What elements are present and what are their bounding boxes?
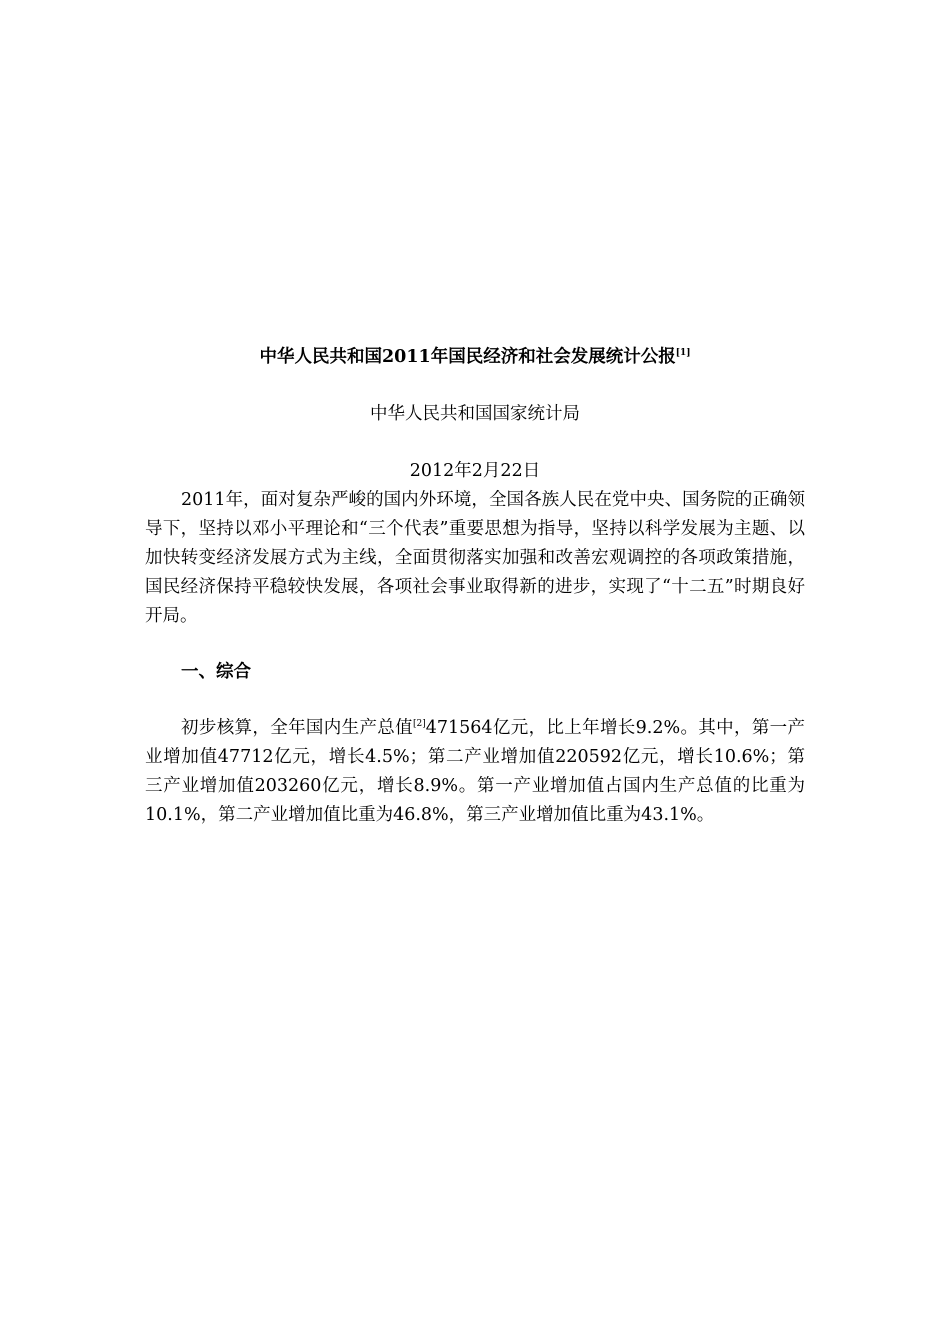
title-footnote-ref[interactable]: [1] [675, 348, 691, 359]
section-overview-paragraph [145, 714, 805, 830]
overview-text-part2: 471564亿元，比上年增长9.2%。其中，第一产业增加值47712亿元，增长4.5%；第二产业增加值220592亿元，增长10.6%；第三产业增加值203260亿元，增长8.9%。第一产业增加值占国内生产总值的比重为10.1%，第二产业增加值比重为46.8%，第三产业增加值比重为43.1%。 [145, 718, 806, 825]
document-title-text: 中华人民共和国2011年国民经济和社会发展统计公报 [259, 347, 676, 367]
overview-text-part1: 初步核算，全年国内生产总值 [181, 718, 413, 738]
gdp-footnote-ref[interactable]: [2] [412, 719, 426, 730]
publication-date: 2012年2月22日 [409, 461, 541, 481]
section-heading-overview: 一、综合 [181, 662, 251, 682]
intro-paragraph: 2011年，面对复杂严峻的国内外环境，全国各族人民在党中央、国务院的正确领导下，坚持以邓小平理论和“三个代表”重要思想为指导，坚持以科学发展为主题、以加快转变经济发展方式为主线，全面贯彻落实加强和改善宏观调控的各项政策措施，国民经济保持平稳较快发展，各项社会事业取得新的进步，实现了“十二五”时期良好开局。 [145, 490, 805, 626]
document-title [145, 345, 805, 369]
issuing-organization: 中华人民共和国国家统计局 [370, 404, 580, 424]
